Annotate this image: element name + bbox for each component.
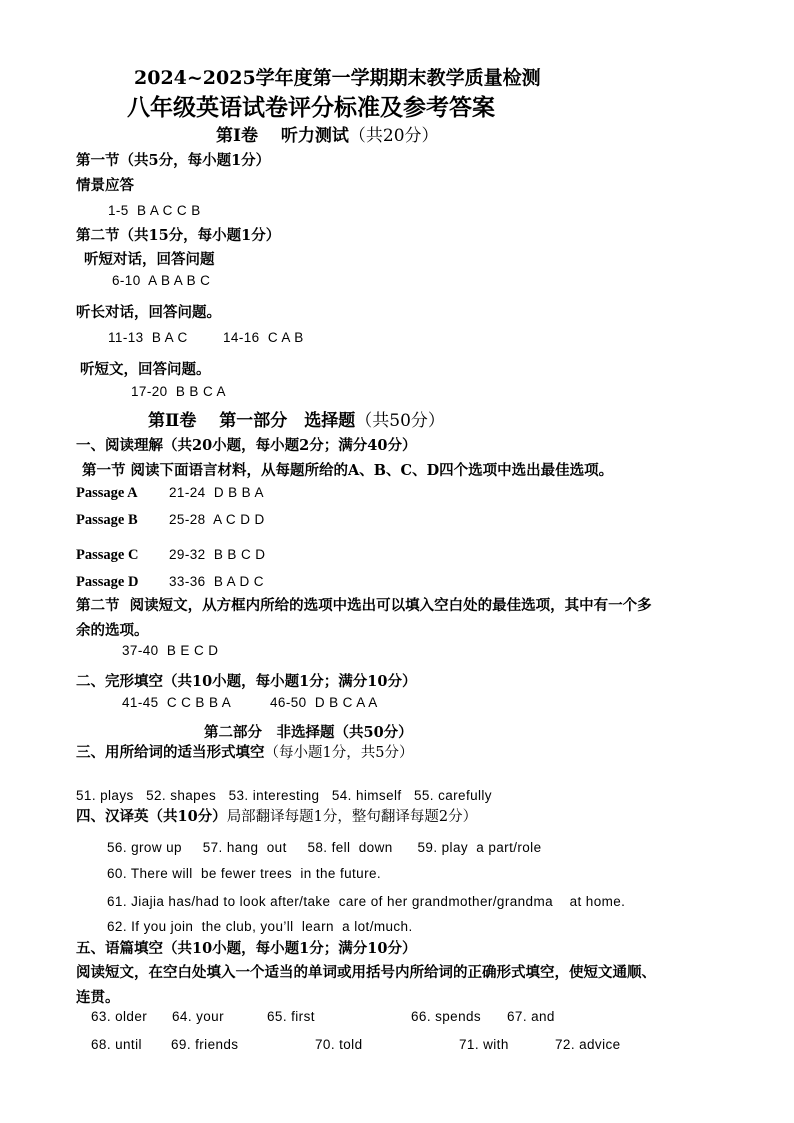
reading-section2-answers: 37-40 B E C D	[122, 643, 219, 658]
section5-answer: 65. first	[267, 1009, 315, 1024]
passage-c-answers: 29-32 B B C D	[169, 547, 266, 562]
passage-a-answers: 21-24 D B B A	[169, 485, 264, 500]
section5-answer: 67. and	[507, 1009, 555, 1024]
section5-answer: 64. your	[172, 1009, 224, 1024]
part2-title-text: 第Ⅱ卷 第一部分 选择题	[148, 411, 356, 431]
listening-long-dialogue-answers-b: 14-16 C A B	[223, 330, 304, 345]
listening-section1-sub: 情景应答	[76, 177, 134, 194]
section5-answer: 71. with	[459, 1037, 509, 1052]
section5-answer: 69. friends	[171, 1037, 239, 1052]
listening-section1-heading: 第一节（共5分，每小题1分）	[76, 152, 271, 169]
part1-score: （共20分）	[348, 126, 439, 146]
section4-answer-line3: 61. Jiajia has/had to look after/take care of her grandmother/grandma at home.	[107, 894, 626, 909]
part1-title	[216, 128, 439, 145]
section4-heading-main: 四、汉译英（共10分）	[76, 808, 227, 825]
part1-title-text: 第Ⅰ卷 听力测试	[216, 126, 349, 146]
cloze-answers-a: 41-45 C C B B A	[122, 695, 232, 710]
cloze-heading: 二、完形填空（共10小题，每小题1分；满分10分）	[76, 673, 417, 690]
section5-answer: 72. advice	[555, 1037, 621, 1052]
section4-answer-line4: 62. If you join the club, you’ll learn a lot/much.	[107, 919, 413, 934]
reading-section2-instruction-line1: 第二节 阅读短文，从方框内所给的选项中选出可以填入空白处的最佳选项，其中有一个多	[76, 597, 652, 614]
reading-section1-instruction: 第一节 阅读下面语言材料，从每题所给的A、B、C、D四个选项中选出最佳选项。	[82, 462, 614, 479]
listening-section1-answers: 1-5 B A C C B	[108, 203, 201, 218]
listening-section2-heading: 第二节（共15分，每小题1分）	[76, 227, 281, 244]
section5-heading: 五、语篇填空（共10小题，每小题1分；满分10分）	[76, 940, 417, 957]
listening-long-dialogue-label: 听长对话，回答问题。	[76, 304, 221, 321]
reading-section2-instruction-line2: 余的选项。	[76, 622, 149, 639]
section3-answers: 51. plays 52. shapes 53. interesting 54. himself 55. carefully	[76, 788, 492, 803]
listening-passage-label: 听短文，回答问题。	[80, 361, 211, 378]
section3-heading	[76, 746, 413, 761]
passage-d-answers: 33-36 B A D C	[169, 574, 264, 589]
section5-instruction-line1: 阅读短文，在空白处填入一个适当的单词或用括号内所给词的正确形式填空，使短文通顺、	[76, 964, 656, 981]
passage-b-label: Passage B	[76, 512, 138, 528]
listening-short-dialogue-answers: 6-10 A B A B C	[112, 273, 211, 288]
passage-c-label: Passage C	[76, 547, 139, 563]
section4-answer-line2: 60. There will be fewer trees in the future.	[107, 866, 382, 881]
section4-heading	[76, 810, 477, 825]
section5-answer: 68. until	[91, 1037, 142, 1052]
passage-d-label: Passage D	[76, 574, 139, 590]
reading-heading: 一、阅读理解（共20小题，每小题2分；满分40分）	[76, 437, 417, 454]
section5-answer: 63. older	[91, 1009, 148, 1024]
listening-short-dialogue-label: 听短对话，回答问题	[84, 251, 215, 268]
part2-score: （共50分）	[355, 411, 445, 431]
passage-b-answers: 25-28 A C D D	[169, 512, 265, 527]
document-subtitle: 八年级英语试卷评分标准及参考答案	[127, 94, 495, 121]
section4-answer-line1: 56. grow up 57. hang out 58. fell down 59. play a part/role	[107, 840, 542, 855]
section5-answer: 70. told	[315, 1037, 363, 1052]
listening-long-dialogue-answers-a: 11-13 B A C	[108, 330, 188, 345]
cloze-answers-b: 46-50 D B C A A	[270, 695, 378, 710]
section3-heading-main: 三、用所给词的适当形式填空	[76, 744, 265, 761]
part3-title: 第二部分 非选择题（共50分）	[204, 724, 413, 741]
passage-a-label: Passage A	[76, 485, 138, 501]
part2-title	[148, 413, 445, 430]
section5-answer: 66. spends	[411, 1009, 482, 1024]
section5-instruction-line2: 连贯。	[76, 989, 120, 1006]
document-title: 2024~2025学年度第一学期期末教学质量检测	[134, 67, 541, 89]
section3-heading-note: （每小题1分，共5分）	[264, 745, 414, 761]
section4-heading-note: 局部翻译每题1分，整句翻译每题2分）	[226, 809, 478, 825]
listening-passage-answers: 17-20 B B C A	[131, 384, 226, 399]
